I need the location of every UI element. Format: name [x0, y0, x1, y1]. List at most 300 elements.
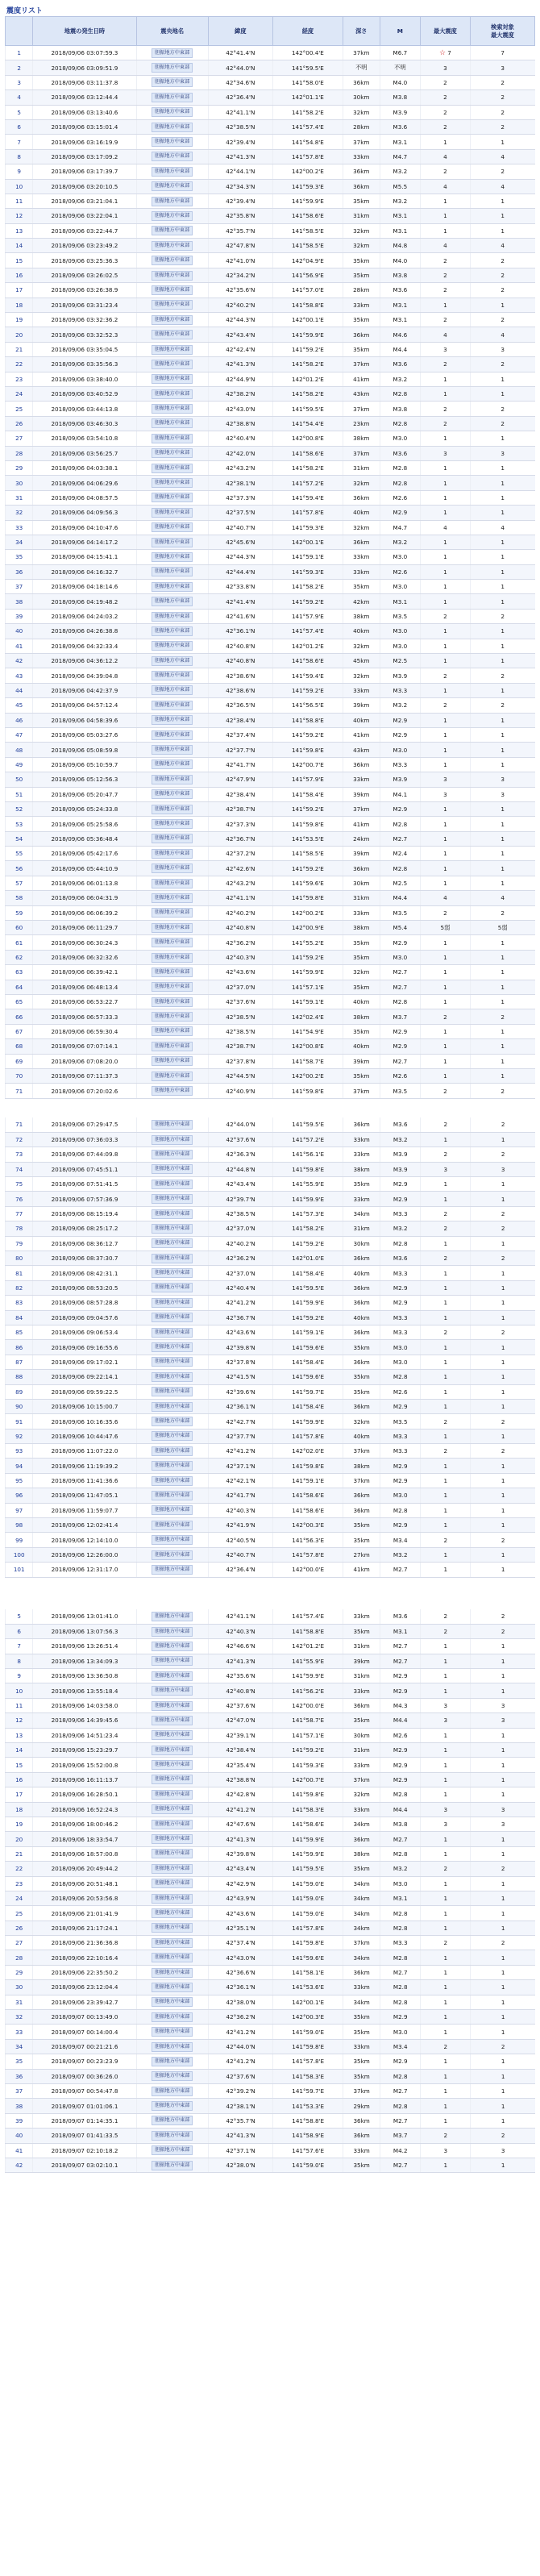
table-row[interactable]: [6, 1906, 536, 1921]
row-datetime[interactable]: 2018/09/07 03:02:10.1: [33, 2158, 136, 2172]
row-datetime[interactable]: 2018/09/06 20:51:48.1: [33, 1876, 136, 1891]
table-row[interactable]: [6, 1624, 536, 1638]
table-row[interactable]: [6, 1132, 536, 1147]
table-row[interactable]: [6, 75, 535, 89]
row-datetime[interactable]: 2018/09/06 04:39:04.8: [33, 668, 136, 683]
col-epicenter-header[interactable]: 震央地名: [136, 17, 208, 46]
row-datetime[interactable]: 2018/09/06 11:19:39.2: [33, 1459, 136, 1473]
table-row[interactable]: [6, 268, 535, 282]
row-datetime[interactable]: 2018/09/06 15:23:29.7: [33, 1743, 136, 1758]
col-search-intensity-header[interactable]: 検索対象 最大震度: [470, 17, 534, 46]
table-row[interactable]: [6, 861, 535, 876]
table-row[interactable]: [6, 1488, 536, 1503]
row-datetime[interactable]: 2018/09/06 03:22:44.7: [33, 223, 136, 238]
table-row[interactable]: [6, 609, 535, 623]
table-row[interactable]: [6, 1310, 536, 1325]
col-depth-header[interactable]: 深さ: [343, 17, 380, 46]
table-row[interactable]: [6, 1444, 536, 1459]
table-row[interactable]: [6, 668, 535, 683]
row-datetime[interactable]: 2018/09/06 04:57:12.4: [33, 698, 136, 713]
table-row[interactable]: [6, 2039, 536, 2054]
row-datetime[interactable]: 2018/09/06 13:36:50.8: [33, 1669, 136, 1683]
table-row[interactable]: [6, 446, 535, 460]
table-row[interactable]: [6, 1355, 536, 1369]
row-datetime[interactable]: 2018/09/06 03:38:40.0: [33, 372, 136, 386]
row-datetime[interactable]: 2018/09/06 14:51:23.4: [33, 1728, 136, 1742]
row-datetime[interactable]: 2018/09/06 05:24:33.8: [33, 801, 136, 816]
row-datetime[interactable]: 2018/09/06 13:07:56.3: [33, 1624, 136, 1638]
row-datetime[interactable]: 2018/09/06 03:54:10.8: [33, 431, 136, 446]
row-datetime[interactable]: 2018/09/07 00:21:21.6: [33, 2039, 136, 2054]
table-row[interactable]: [6, 1832, 536, 1846]
row-datetime[interactable]: 2018/09/06 15:52:00.8: [33, 1758, 136, 1772]
row-datetime[interactable]: 2018/09/06 07:57:36.9: [33, 1192, 136, 1206]
table-row[interactable]: [6, 1503, 536, 1517]
row-datetime[interactable]: 2018/09/06 03:35:56.3: [33, 357, 136, 372]
table-row[interactable]: [6, 1639, 536, 1654]
table-row[interactable]: [6, 757, 535, 772]
table-row[interactable]: [6, 2143, 536, 2158]
table-row[interactable]: [6, 1802, 536, 1817]
row-datetime[interactable]: 2018/09/06 03:32:36.2: [33, 313, 136, 327]
table-row[interactable]: [6, 223, 535, 238]
table-row[interactable]: [6, 876, 535, 890]
col-lon-header[interactable]: 経度: [272, 17, 343, 46]
row-datetime[interactable]: 2018/09/06 05:42:17.6: [33, 847, 136, 861]
row-datetime[interactable]: 2018/09/06 10:15:00.7: [33, 1399, 136, 1413]
row-datetime[interactable]: 2018/09/06 05:44:10.9: [33, 861, 136, 876]
row-datetime[interactable]: 2018/09/06 09:04:57.6: [33, 1310, 136, 1325]
row-datetime[interactable]: 2018/09/06 06:59:30.4: [33, 1024, 136, 1038]
table-row[interactable]: [6, 1206, 536, 1221]
table-row[interactable]: [6, 1009, 535, 1024]
table-row[interactable]: [6, 2084, 536, 2099]
table-row[interactable]: [6, 980, 535, 994]
row-datetime[interactable]: 2018/09/06 08:57:28.8: [33, 1296, 136, 1310]
row-datetime[interactable]: 2018/09/06 07:08:20.0: [33, 1054, 136, 1068]
row-datetime[interactable]: 2018/09/06 03:23:49.2: [33, 239, 136, 253]
row-datetime[interactable]: 2018/09/06 18:33:54.7: [33, 1832, 136, 1846]
row-datetime[interactable]: 2018/09/07 00:13:49.0: [33, 2010, 136, 2025]
row-datetime[interactable]: 2018/09/06 21:01:41.9: [33, 1906, 136, 1921]
row-datetime[interactable]: 2018/09/06 11:47:05.1: [33, 1488, 136, 1503]
row-datetime[interactable]: 2018/09/06 03:17:39.7: [33, 164, 136, 179]
row-datetime[interactable]: 2018/09/06 04:58:39.6: [33, 713, 136, 727]
table-row[interactable]: [6, 564, 535, 579]
table-row[interactable]: [6, 2069, 536, 2083]
row-datetime[interactable]: 2018/09/06 13:01:41.0: [33, 1609, 136, 1624]
table-row[interactable]: [6, 327, 535, 342]
row-datetime[interactable]: 2018/09/06 04:03:38.1: [33, 460, 136, 475]
table-row[interactable]: [6, 1117, 536, 1132]
row-datetime[interactable]: 2018/09/07 01:14:35.1: [33, 2113, 136, 2128]
table-row[interactable]: [6, 1192, 536, 1206]
row-datetime[interactable]: 2018/09/06 07:36:03.3: [33, 1132, 136, 1147]
table-row[interactable]: [6, 1758, 536, 1772]
table-row[interactable]: [6, 1728, 536, 1742]
row-datetime[interactable]: 2018/09/06 03:46:30.3: [33, 416, 136, 431]
row-datetime[interactable]: 2018/09/06 07:51:41.5: [33, 1177, 136, 1192]
row-datetime[interactable]: 2018/09/06 14:39:45.6: [33, 1713, 136, 1728]
table-row[interactable]: [6, 831, 535, 846]
table-row[interactable]: [6, 105, 535, 119]
row-datetime[interactable]: 2018/09/06 16:52:24.3: [33, 1802, 136, 1817]
table-row[interactable]: [6, 1862, 536, 1876]
row-datetime[interactable]: 2018/09/06 04:16:32.7: [33, 564, 136, 579]
col-mag-header[interactable]: M: [380, 17, 420, 46]
table-row[interactable]: [6, 194, 535, 208]
table-row[interactable]: [6, 995, 535, 1009]
table-row[interactable]: [6, 357, 535, 372]
table-row[interactable]: [6, 743, 535, 757]
table-row[interactable]: [6, 1995, 536, 2009]
row-datetime[interactable]: 2018/09/06 12:31:17.0: [33, 1563, 136, 1577]
row-datetime[interactable]: 2018/09/06 20:53:56.8: [33, 1891, 136, 1905]
table-row[interactable]: [6, 580, 535, 594]
row-datetime[interactable]: 2018/09/06 16:11:13.7: [33, 1772, 136, 1787]
row-datetime[interactable]: 2018/09/07 00:23:23.9: [33, 2054, 136, 2069]
row-datetime[interactable]: 2018/09/06 10:44:47.6: [33, 1429, 136, 1443]
table-row[interactable]: [6, 1950, 536, 1965]
table-row[interactable]: [6, 60, 535, 75]
row-datetime[interactable]: 2018/09/06 03:35:04.5: [33, 342, 136, 356]
table-row[interactable]: [6, 1533, 536, 1547]
row-datetime[interactable]: 2018/09/06 03:13:40.6: [33, 105, 136, 119]
table-row[interactable]: [6, 313, 535, 327]
row-datetime[interactable]: 2018/09/06 10:16:35.6: [33, 1414, 136, 1429]
table-row[interactable]: [6, 520, 535, 535]
row-datetime[interactable]: 2018/09/06 05:36:48.4: [33, 831, 136, 846]
row-datetime[interactable]: 2018/09/06 23:12:04.4: [33, 1980, 136, 1995]
row-datetime[interactable]: 2018/09/06 03:32:52.3: [33, 327, 136, 342]
row-datetime[interactable]: 2018/09/06 03:56:25.7: [33, 446, 136, 460]
row-datetime[interactable]: 2018/09/06 03:21:04.1: [33, 194, 136, 208]
table-row[interactable]: [6, 2129, 536, 2143]
table-row[interactable]: [6, 1370, 536, 1384]
table-row[interactable]: [6, 164, 535, 179]
col-lat-header[interactable]: 緯度: [208, 17, 272, 46]
row-datetime[interactable]: 2018/09/06 18:00:46.2: [33, 1817, 136, 1831]
table-row[interactable]: [6, 402, 535, 416]
table-row[interactable]: [6, 1236, 536, 1251]
table-row[interactable]: [6, 847, 535, 861]
row-datetime[interactable]: 2018/09/06 09:16:55.6: [33, 1340, 136, 1355]
table-row[interactable]: [6, 239, 535, 253]
table-row[interactable]: [6, 1054, 535, 1068]
table-row[interactable]: [6, 624, 535, 639]
table-row[interactable]: [6, 416, 535, 431]
table-row[interactable]: [6, 639, 535, 653]
table-row[interactable]: [6, 2010, 536, 2025]
row-datetime[interactable]: 2018/09/06 22:35:50.2: [33, 1965, 136, 1979]
table-row[interactable]: [6, 1743, 536, 1758]
row-datetime[interactable]: 2018/09/06 06:48:13.4: [33, 980, 136, 994]
row-datetime[interactable]: 2018/09/06 04:19:48.2: [33, 594, 136, 609]
row-datetime[interactable]: 2018/09/06 03:12:44.4: [33, 90, 136, 105]
table-row[interactable]: [6, 135, 535, 149]
table-row[interactable]: [6, 787, 535, 801]
row-datetime[interactable]: 2018/09/06 04:14:17.2: [33, 535, 136, 549]
row-datetime[interactable]: 2018/09/06 04:10:47.6: [33, 520, 136, 535]
row-datetime[interactable]: 2018/09/06 03:25:36.3: [33, 253, 136, 268]
table-row[interactable]: [6, 772, 535, 787]
row-magnitude: M4.4: [380, 1713, 421, 1728]
row-datetime[interactable]: 2018/09/06 21:17:24.1: [33, 1921, 136, 1935]
row-datetime[interactable]: 2018/09/07 01:01:06.1: [33, 2099, 136, 2113]
row-datetime[interactable]: 2018/09/06 04:08:57.5: [33, 490, 136, 505]
table-row[interactable]: [6, 298, 535, 312]
table-row[interactable]: [6, 1654, 536, 1668]
row-datetime[interactable]: 2018/09/06 04:32:33.4: [33, 639, 136, 653]
table-row[interactable]: [6, 1563, 536, 1577]
row-datetime[interactable]: 2018/09/06 03:44:13.8: [33, 402, 136, 416]
row-datetime[interactable]: 2018/09/06 05:10:59.7: [33, 757, 136, 772]
row-datetime[interactable]: 2018/09/06 09:22:14.1: [33, 1370, 136, 1384]
table-row[interactable]: [6, 90, 535, 105]
row-datetime[interactable]: 2018/09/06 03:09:51.9: [33, 60, 136, 75]
table-row[interactable]: [6, 1024, 535, 1038]
table-row[interactable]: [6, 1547, 536, 1562]
row-datetime[interactable]: 2018/09/06 09:06:53.4: [33, 1325, 136, 1339]
row-datetime[interactable]: 2018/09/06 03:40:52.9: [33, 386, 136, 401]
table-row[interactable]: [6, 431, 535, 446]
table-row[interactable]: [6, 935, 535, 950]
col-max-intensity-header[interactable]: 最大震度: [421, 17, 471, 46]
row-datetime[interactable]: 2018/09/06 23:39:42.7: [33, 1995, 136, 2009]
table-row[interactable]: [6, 372, 535, 386]
table-row[interactable]: [6, 253, 535, 268]
table-row[interactable]: [6, 1891, 536, 1905]
row-datetime[interactable]: 2018/09/06 04:09:56.3: [33, 506, 136, 520]
epicenter-tag: 胆振地方中東部: [152, 93, 193, 102]
table-row[interactable]: [6, 1414, 536, 1429]
row-datetime[interactable]: 2018/09/06 03:17:09.2: [33, 149, 136, 164]
row-datetime[interactable]: 2018/09/06 12:26:00.0: [33, 1547, 136, 1562]
row-datetime[interactable]: 2018/09/06 08:25:17.2: [33, 1221, 136, 1236]
table-row[interactable]: [6, 1162, 536, 1176]
row-datetime[interactable]: 2018/09/06 09:17:02.1: [33, 1355, 136, 1369]
table-row[interactable]: [6, 891, 535, 905]
table-row[interactable]: [6, 1266, 536, 1280]
row-datetime[interactable]: 2018/09/06 04:26:38.8: [33, 624, 136, 639]
table-row[interactable]: [6, 1473, 536, 1488]
row-datetime[interactable]: 2018/09/06 05:03:27.6: [33, 727, 136, 742]
table-row[interactable]: [6, 1772, 536, 1787]
table-row[interactable]: [6, 209, 535, 223]
row-datetime[interactable]: 2018/09/06 07:44:09.8: [33, 1147, 136, 1162]
table-row[interactable]: [6, 1068, 535, 1083]
table-row[interactable]: [6, 965, 535, 980]
row-datetime[interactable]: 2018/09/06 03:22:04.1: [33, 209, 136, 223]
table-row[interactable]: [6, 1340, 536, 1355]
row-datetime[interactable]: 2018/09/06 12:02:41.4: [33, 1518, 136, 1533]
table-row[interactable]: [6, 1609, 536, 1624]
table-row[interactable]: [6, 1280, 536, 1295]
row-datetime[interactable]: 2018/09/06 04:42:37.9: [33, 683, 136, 697]
row-lon: 142°00.0'E: [273, 1563, 343, 1577]
table-row[interactable]: [6, 342, 535, 356]
row-datetime[interactable]: 2018/09/06 03:26:38.9: [33, 283, 136, 298]
row-datetime[interactable]: 2018/09/06 18:57:00.8: [33, 1846, 136, 1861]
table-row[interactable]: [6, 1936, 536, 1950]
table-row[interactable]: [6, 1698, 536, 1712]
row-datetime[interactable]: 2018/09/06 05:25:58.6: [33, 817, 136, 831]
row-datetime[interactable]: 2018/09/06 08:37:30.7: [33, 1251, 136, 1266]
table-row[interactable]: [6, 386, 535, 401]
row-datetime[interactable]: 2018/09/06 08:42:31.1: [33, 1266, 136, 1280]
table-row[interactable]: [6, 905, 535, 920]
table-row[interactable]: [6, 550, 535, 564]
row-datetime[interactable]: 2018/09/06 08:15:19.4: [33, 1206, 136, 1221]
table-row[interactable]: [6, 1399, 536, 1413]
table-row[interactable]: [6, 1921, 536, 1935]
row-datetime[interactable]: 2018/09/06 12:14:10.0: [33, 1533, 136, 1547]
row-datetime[interactable]: 2018/09/06 06:32:32.6: [33, 950, 136, 964]
row-datetime[interactable]: 2018/09/06 04:18:14.6: [33, 580, 136, 594]
table-row[interactable]: [6, 2158, 536, 2172]
table-row[interactable]: [6, 594, 535, 609]
row-datetime[interactable]: 2018/09/07 02:10:18.2: [33, 2143, 136, 2158]
table-row[interactable]: [6, 1221, 536, 1236]
table-row[interactable]: [6, 1147, 536, 1162]
row-lon: 141°58.6'E: [272, 654, 343, 668]
row-datetime[interactable]: 2018/09/06 20:49:44.2: [33, 1862, 136, 1876]
row-datetime[interactable]: 2018/09/07 01:41:33.5: [33, 2129, 136, 2143]
table-row[interactable]: [6, 1713, 536, 1728]
table-row[interactable]: [6, 2113, 536, 2128]
row-datetime[interactable]: 2018/09/06 05:20:47.7: [33, 787, 136, 801]
row-datetime[interactable]: 2018/09/06 08:53:20.5: [33, 1280, 136, 1295]
table-row[interactable]: [6, 1251, 536, 1266]
row-max-intensity: 1: [421, 1236, 471, 1251]
row-datetime[interactable]: 2018/09/06 06:01:13.8: [33, 876, 136, 890]
table-row[interactable]: [6, 1846, 536, 1861]
table-row[interactable]: [6, 1965, 536, 1979]
row-datetime[interactable]: 2018/09/06 03:26:02.5: [33, 268, 136, 282]
row-datetime[interactable]: 2018/09/06 03:07:59.3: [33, 46, 136, 60]
table-row[interactable]: [6, 1980, 536, 1995]
table-row[interactable]: [6, 2025, 536, 2039]
row-datetime[interactable]: 2018/09/07 00:14:00.4: [33, 2025, 136, 2039]
row-datetime[interactable]: 2018/09/06 07:20:02.6: [33, 1084, 136, 1098]
row-datetime[interactable]: 2018/09/06 04:06:29.6: [33, 476, 136, 490]
row-datetime[interactable]: 2018/09/06 21:36:36.8: [33, 1936, 136, 1950]
row-lat: 42°38.7'N: [208, 1039, 272, 1054]
table-row[interactable]: [6, 801, 535, 816]
row-datetime[interactable]: 2018/09/06 03:31:23.4: [33, 298, 136, 312]
row-datetime[interactable]: 2018/09/06 13:26:51.4: [33, 1639, 136, 1654]
row-datetime[interactable]: 2018/09/06 07:45:51.1: [33, 1162, 136, 1176]
row-datetime[interactable]: 2018/09/06 06:11:29.7: [33, 921, 136, 935]
table-row[interactable]: [6, 698, 535, 713]
row-datetime[interactable]: 2018/09/06 04:24:03.2: [33, 609, 136, 623]
row-datetime[interactable]: 2018/09/06 03:16:19.9: [33, 135, 136, 149]
row-datetime[interactable]: 2018/09/06 06:57:33.3: [33, 1009, 136, 1024]
row-epicenter: [136, 372, 208, 386]
row-datetime[interactable]: 2018/09/06 13:34:09.3: [33, 1654, 136, 1668]
table-row[interactable]: [6, 490, 535, 505]
row-datetime[interactable]: 2018/09/06 06:39:42.1: [33, 965, 136, 980]
row-datetime[interactable]: 2018/09/06 04:15:41.1: [33, 550, 136, 564]
epicenter-tag: 胆振地方中東部: [152, 759, 193, 769]
table-row[interactable]: [6, 1518, 536, 1533]
table-row[interactable]: [6, 727, 535, 742]
table-row[interactable]: [6, 149, 535, 164]
row-datetime[interactable]: 2018/09/06 07:07:14.1: [33, 1039, 136, 1054]
row-datetime[interactable]: 2018/09/06 07:11:37.3: [33, 1068, 136, 1083]
row-datetime[interactable]: 2018/09/06 08:36:12.7: [33, 1236, 136, 1251]
row-datetime[interactable]: 2018/09/06 11:41:36.6: [33, 1473, 136, 1488]
row-datetime[interactable]: 2018/09/06 11:59:07.7: [33, 1503, 136, 1517]
table-row[interactable]: [6, 1787, 536, 1802]
table-row[interactable]: [6, 476, 535, 490]
table-row[interactable]: [6, 283, 535, 298]
table-row[interactable]: [6, 460, 535, 475]
row-datetime[interactable]: 2018/09/06 06:06:39.2: [33, 905, 136, 920]
row-datetime[interactable]: 2018/09/06 13:55:18.4: [33, 1683, 136, 1698]
row-datetime[interactable]: 2018/09/06 03:20:10.5: [33, 179, 136, 194]
table-row[interactable]: [6, 1669, 536, 1683]
row-datetime[interactable]: 2018/09/06 06:04:31.9: [33, 891, 136, 905]
table-row[interactable]: [6, 1039, 535, 1054]
table-row[interactable]: [6, 1384, 536, 1399]
table-row[interactable]: [6, 713, 535, 727]
table-row[interactable]: [6, 2099, 536, 2113]
table-row[interactable]: [6, 2054, 536, 2069]
table-row[interactable]: [6, 654, 535, 668]
table-row[interactable]: [6, 1325, 536, 1339]
row-search-intensity: 1: [470, 713, 534, 727]
table-row[interactable]: [6, 179, 535, 194]
row-datetime[interactable]: 2018/09/06 09:59:22.5: [33, 1384, 136, 1399]
table-row[interactable]: [6, 1459, 536, 1473]
row-datetime[interactable]: 2018/09/06 11:07:22.0: [33, 1444, 136, 1459]
row-datetime[interactable]: 2018/09/07 00:54:47.8: [33, 2084, 136, 2099]
table-row[interactable]: [6, 1296, 536, 1310]
table-row[interactable]: [6, 1817, 536, 1831]
row-datetime[interactable]: 2018/09/06 14:03:58.0: [33, 1698, 136, 1712]
table-row[interactable]: [6, 506, 535, 520]
row-datetime[interactable]: 2018/09/06 05:08:59.8: [33, 743, 136, 757]
col-datetime-header[interactable]: 地震の発生日時: [33, 17, 136, 46]
row-datetime[interactable]: 2018/09/06 03:11:37.8: [33, 75, 136, 89]
row-datetime[interactable]: 2018/09/07 00:36:26.0: [33, 2069, 136, 2083]
table-row[interactable]: [6, 817, 535, 831]
row-lat: 42°39.8'N: [208, 1340, 272, 1355]
row-datetime[interactable]: 2018/09/06 06:53:22.7: [33, 995, 136, 1009]
row-max-intensity: 2: [421, 609, 471, 623]
table-row[interactable]: [6, 921, 535, 935]
table-row[interactable]: [6, 1683, 536, 1698]
table-row[interactable]: [6, 119, 535, 134]
table-row[interactable]: [6, 46, 535, 60]
row-datetime[interactable]: 2018/09/06 06:30:24.3: [33, 935, 136, 950]
row-search-intensity: 1: [471, 2113, 535, 2128]
table-row[interactable]: [6, 1177, 536, 1192]
row-datetime[interactable]: 2018/09/06 07:29:47.5: [33, 1117, 136, 1132]
row-datetime[interactable]: 2018/09/06 03:15:01.4: [33, 119, 136, 134]
table-row[interactable]: [6, 950, 535, 964]
table-row[interactable]: [6, 1876, 536, 1891]
row-datetime[interactable]: 2018/09/06 16:28:50.1: [33, 1787, 136, 1802]
table-row[interactable]: [6, 535, 535, 549]
table-row[interactable]: [6, 683, 535, 697]
table-row[interactable]: [6, 1429, 536, 1443]
row-datetime[interactable]: 2018/09/06 04:36:12.2: [33, 654, 136, 668]
row-datetime[interactable]: 2018/09/06 22:10:16.4: [33, 1950, 136, 1965]
table-row[interactable]: [6, 1084, 535, 1098]
row-datetime[interactable]: 2018/09/06 05:12:56.3: [33, 772, 136, 787]
